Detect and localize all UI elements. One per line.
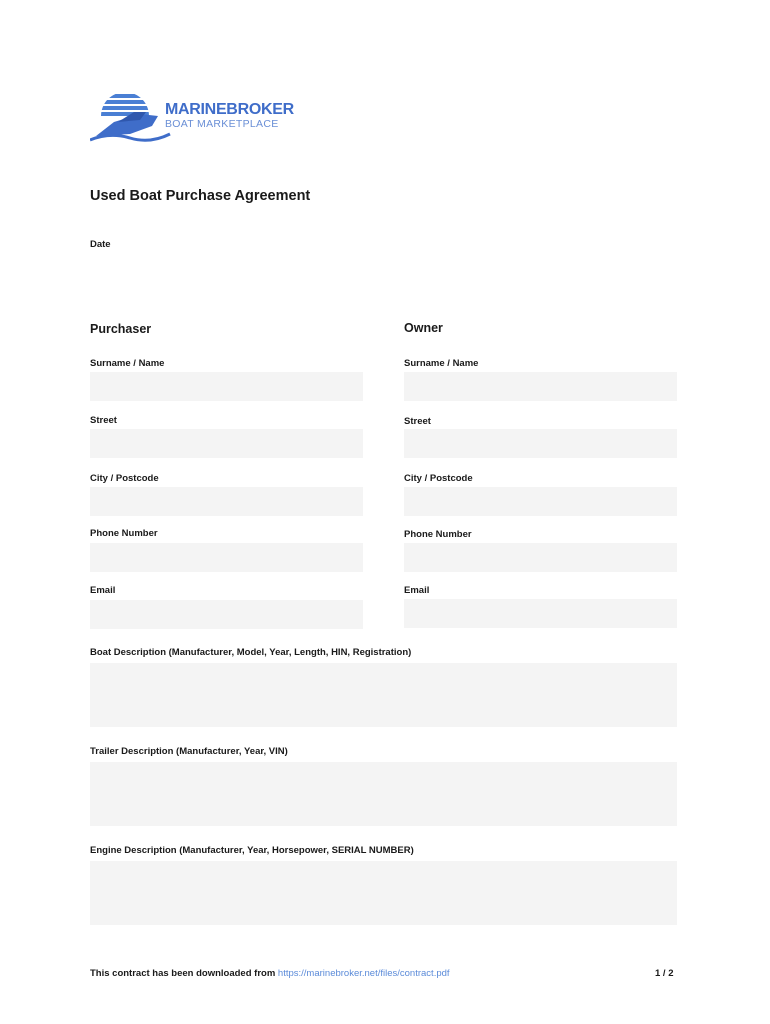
purchaser-surname-input[interactable] (90, 372, 363, 401)
purchaser-street-label: Street (90, 415, 117, 426)
purchaser-city-label: City / Postcode (90, 473, 159, 484)
purchaser-phone-input[interactable] (90, 543, 363, 572)
owner-street-input[interactable] (404, 429, 677, 458)
purchaser-city-input[interactable] (90, 487, 363, 516)
footer-text: This contract has been downloaded from (90, 968, 278, 979)
engine-description-label: Engine Description (Manufacturer, Year, Horsepower, SERIAL NUMBER) (90, 845, 414, 856)
trailer-description-input[interactable] (90, 762, 677, 826)
brand-tagline: BOAT MARKETPLACE (165, 118, 279, 130)
engine-description-input[interactable] (90, 861, 677, 925)
contract-download-link[interactable]: https://marinebroker.net/files/contract.pdf (277, 968, 450, 979)
owner-phone-label: Phone Number (404, 529, 472, 540)
owner-email-input[interactable] (404, 599, 677, 628)
boat-description-input[interactable] (90, 663, 677, 727)
purchaser-email-label: Email (90, 585, 116, 596)
owner-street-label: Street (404, 416, 431, 427)
brand-name: MARINEBROKER (165, 101, 294, 118)
purchaser-heading: Purchaser (90, 322, 152, 336)
purchaser-street-input[interactable] (90, 429, 363, 458)
owner-heading: Owner (404, 321, 443, 335)
footer-note (90, 968, 450, 979)
owner-city-input[interactable] (404, 487, 677, 516)
trailer-description-label: Trailer Description (Manufacturer, Year, VIN) (90, 746, 288, 757)
page-number: 1 / 2 (655, 968, 674, 979)
purchaser-phone-label: Phone Number (90, 528, 158, 539)
date-label: Date (90, 239, 111, 250)
purchaser-email-input[interactable] (90, 600, 363, 629)
owner-city-label: City / Postcode (404, 473, 473, 484)
owner-surname-label: Surname / Name (404, 358, 479, 369)
owner-surname-input[interactable] (404, 372, 677, 401)
purchaser-surname-label: Surname / Name (90, 358, 165, 369)
document-title: Used Boat Purchase Agreement (90, 188, 311, 204)
boat-description-label: Boat Description (Manufacturer, Model, Year, Length, HIN, Registration) (90, 647, 412, 658)
owner-email-label: Email (404, 585, 430, 596)
owner-phone-input[interactable] (404, 543, 677, 572)
